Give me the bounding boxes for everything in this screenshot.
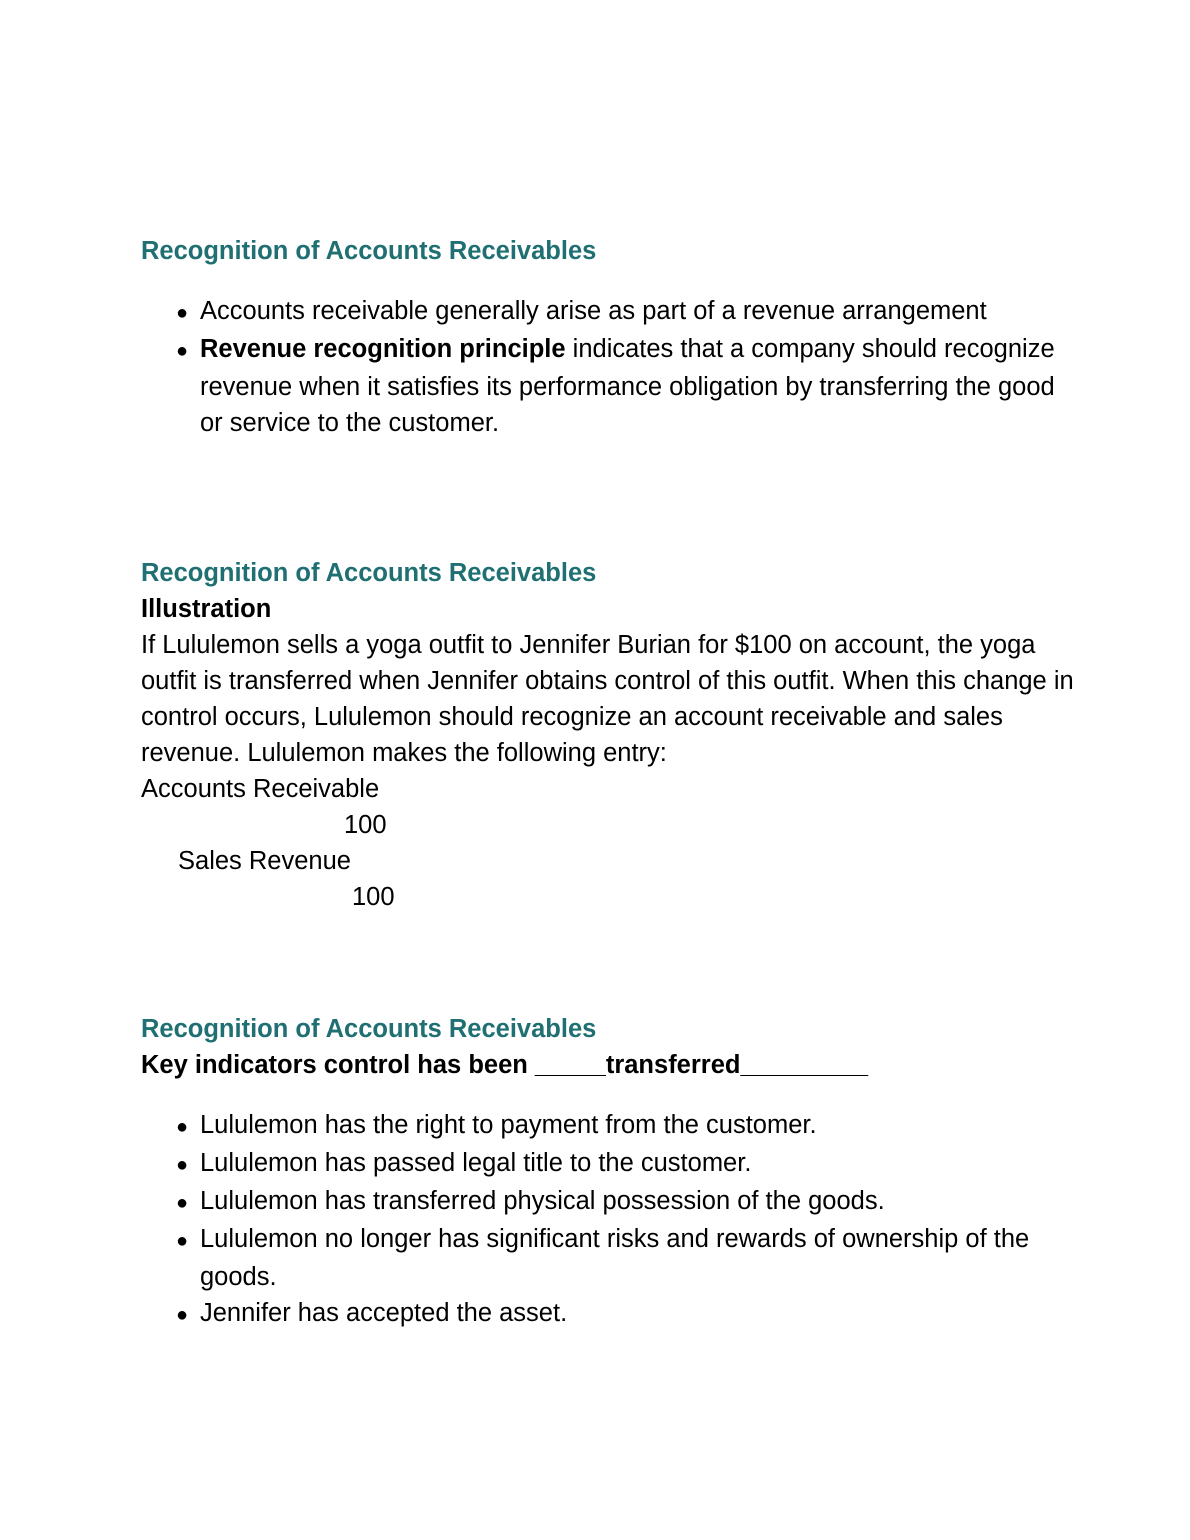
list-item-text: Lululemon has transferred physical possession of the goods. — [200, 1187, 885, 1215]
list-item — [141, 1107, 1081, 1145]
credit-amount: 100 — [352, 883, 395, 911]
credit-account: Sales Revenue — [178, 847, 351, 875]
list-item-text: Jennifer has accepted the asset. — [200, 1299, 568, 1327]
section-illustration — [141, 555, 1081, 915]
illustration-label: Illustration — [141, 595, 272, 623]
list-item — [141, 1183, 1081, 1221]
list-item-text: Accounts receivable generally arise as part of a revenue arrangement — [200, 297, 987, 325]
bullet-icon: ● — [176, 1192, 189, 1214]
section-revenue-arrangement — [141, 233, 1081, 441]
bullet-icon: ● — [176, 1304, 189, 1326]
bullet-icon: ● — [176, 1154, 189, 1176]
list-item — [141, 293, 1081, 331]
bullet-list — [141, 293, 1081, 441]
bullet-icon: ● — [176, 1230, 189, 1252]
bullet-icon: ● — [176, 1116, 189, 1138]
bullet-icon: ● — [176, 340, 189, 362]
section-heading: Recognition of Accounts Receivables — [141, 1015, 597, 1043]
bullet-icon: ● — [176, 302, 189, 324]
debit-account: Accounts Receivable — [141, 775, 380, 803]
list-item — [141, 1221, 1081, 1295]
key-indicators-label: Key indicators control has been _____transferred_________ — [141, 1051, 869, 1079]
section-heading: Recognition of Accounts Receivables — [141, 237, 597, 265]
list-item — [141, 1295, 1081, 1333]
illustration-paragraph: If Lululemon sells a yoga outfit to Jennifer Burian for $100 on account, the yoga outfit is transferred when Jennifer obtains control of this outfit. When this change in control occurs, Lululemon should recognize an account receivable and sales revenue. Lululemon makes the following entry: — [141, 631, 1074, 767]
debit-amount: 100 — [344, 811, 387, 839]
section-heading: Recognition of Accounts Receivables — [141, 559, 597, 587]
list-item — [141, 331, 1081, 441]
list-item-text: indicates that a company should recognize revenue when it satisfies its performance obligation by transferring the good or service to the customer. — [200, 335, 1055, 437]
section-key-indicators — [141, 1011, 1081, 1333]
journal-entry — [141, 771, 1081, 915]
list-item — [141, 1145, 1081, 1183]
list-item-text: Lululemon has the right to payment from the customer. — [200, 1111, 817, 1139]
list-item-text: Lululemon no longer has significant risks and rewards of ownership of the goods. — [200, 1225, 1030, 1291]
bullet-list — [141, 1107, 1081, 1333]
list-item-bold-term: Revenue recognition principle — [200, 335, 566, 363]
list-item-text: Lululemon has passed legal title to the customer. — [200, 1149, 752, 1177]
